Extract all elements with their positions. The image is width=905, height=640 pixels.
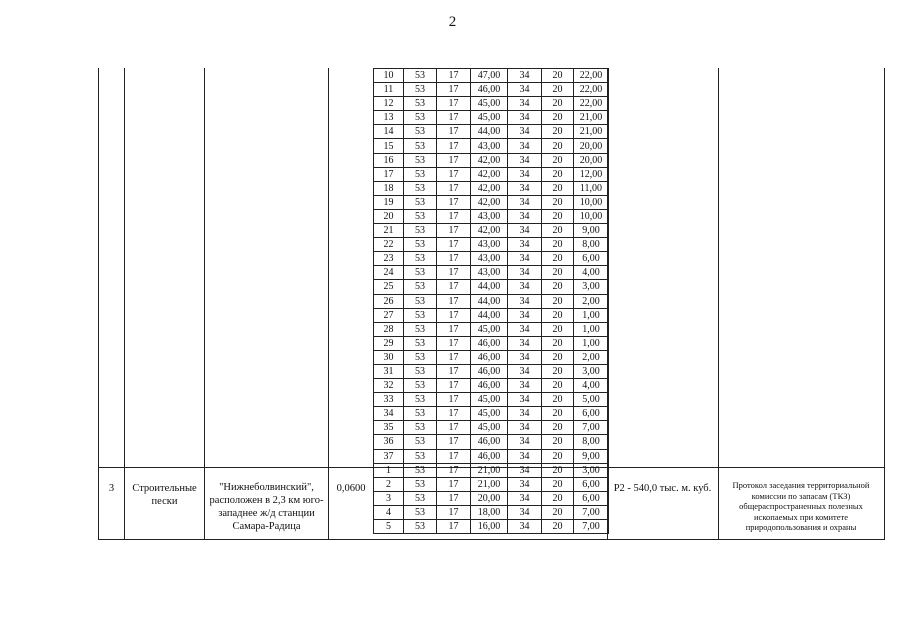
coordinate-cell: 34 [508,195,542,209]
coordinate-cell: 53 [404,139,437,153]
coordinate-cell: 53 [404,224,437,238]
coordinate-cell: 43,00 [471,238,508,252]
coordinate-cell: 53 [404,477,437,491]
coordinate-cell: 34 [508,280,542,294]
coordinate-cell: 20 [542,195,574,209]
coordinate-cell: 1 [374,463,404,477]
coordinate-cell: 34 [508,505,542,519]
coordinate-cell: 17 [437,421,471,435]
reserves: Р2 - 540,0 тыс. м. куб. [613,483,712,494]
coordinate-cell: 34 [508,111,542,125]
coordinate-cell: 27 [374,308,404,322]
coordinate-cell: 20 [542,520,574,534]
coordinate-cell: 20 [542,97,574,111]
coordinate-cell: 45,00 [471,97,508,111]
coordinate-cell: 17 [374,167,404,181]
coordinate-cell: 20 [542,167,574,181]
coordinate-cell: 43,00 [471,252,508,266]
coordinate-cell: 53 [404,238,437,252]
coordinate-cell: 53 [404,83,437,97]
coordinate-cell: 20 [542,491,574,505]
coordinate-cell: 34 [508,139,542,153]
coordinate-cell: 20 [542,336,574,350]
coordinate-cell: 53 [404,111,437,125]
coordinate-cell: 53 [404,252,437,266]
coordinate-cell: 33 [374,393,404,407]
coordinate-cell: 53 [404,505,437,519]
coordinate-cell: 20,00 [471,491,508,505]
coordinate-cell: 53 [404,308,437,322]
coordinate-cell: 4,00 [574,379,609,393]
coordinate-cell: 21,00 [471,463,508,477]
coordinate-cell: 19 [374,195,404,209]
coordinate-cell: 2,00 [574,294,609,308]
table-row [374,252,609,266]
coordinate-cell: 20 [542,350,574,364]
coordinate-cell: 34 [508,364,542,378]
coordinate-cell: 46,00 [471,350,508,364]
coordinate-cell: 34 [508,449,542,463]
coordinate-cell: 32 [374,379,404,393]
coordinate-cell: 3 [374,491,404,505]
table-row [374,336,609,350]
coordinate-cell: 17 [437,364,471,378]
coordinate-cell: 45,00 [471,111,508,125]
coordinate-cell: 17 [437,195,471,209]
coordinate-cell: 6,00 [574,252,609,266]
coordinate-cell: 12 [374,97,404,111]
table-row [374,111,609,125]
coordinate-cell: 23 [374,252,404,266]
coordinate-cell: 22,00 [574,97,609,111]
coordinate-cell: 53 [404,181,437,195]
coordinate-cell: 17 [437,139,471,153]
coordinate-cell: 22 [374,238,404,252]
coordinate-cell: 17 [437,153,471,167]
row-number: 3 [108,483,115,494]
coordinate-cell: 20 [542,379,574,393]
coordinate-cell: 17 [437,294,471,308]
coordinate-cell: 1,00 [574,308,609,322]
coordinate-cell: 17 [437,477,471,491]
coordinate-cell: 44,00 [471,294,508,308]
coordinate-cell: 17 [437,393,471,407]
coordinate-cell: 53 [404,364,437,378]
mineral-type: Строительные пески [132,483,197,507]
coordinate-cell: 20 [542,83,574,97]
coordinate-cell: 5,00 [574,393,609,407]
coordinate-cell: 34 [508,224,542,238]
coordinate-cell: 17 [437,266,471,280]
table-row [374,505,609,519]
table-row [374,477,609,491]
coordinate-cell: 20 [542,238,574,252]
table-row [374,69,609,83]
coordinate-cell: 45,00 [471,393,508,407]
coordinate-cell: 53 [404,69,437,83]
coordinate-cell: 20 [542,449,574,463]
coordinate-cell: 34 [508,252,542,266]
coordinate-cell: 10,00 [574,195,609,209]
coordinate-cell: 18,00 [471,505,508,519]
table-row [374,97,609,111]
coordinate-cell: 20 [542,308,574,322]
coordinate-cell: 34 [508,83,542,97]
coordinate-cell: 34 [508,379,542,393]
coordinate-cell: 34 [508,238,542,252]
coordinate-cell: 16,00 [471,520,508,534]
table-row [374,322,609,336]
coordinate-cell: 13 [374,111,404,125]
coordinate-cell: 20 [542,139,574,153]
coordinate-cell: 34 [508,181,542,195]
coordinate-cell: 10,00 [574,209,609,223]
coordinate-cell: 53 [404,153,437,167]
coordinate-cell: 3,00 [574,280,609,294]
coordinate-cell: 1,00 [574,322,609,336]
table-row [374,181,609,195]
coordinate-cell: 42,00 [471,224,508,238]
coordinate-cell: 46,00 [471,364,508,378]
table-row [374,379,609,393]
coordinate-cell: 17 [437,322,471,336]
table-row [374,491,609,505]
coordinate-cell: 20 [542,181,574,195]
coordinate-cell: 6,00 [574,407,609,421]
coordinate-cell: 43,00 [471,139,508,153]
table-row [374,421,609,435]
coordinate-cell: 34 [508,421,542,435]
coordinate-cell: 17 [437,238,471,252]
coordinate-cell: 17 [437,350,471,364]
coordinate-cell: 53 [404,266,437,280]
coordinate-cell: 53 [404,125,437,139]
coordinate-cell: 20 [542,294,574,308]
table-row [374,209,609,223]
coordinate-cell: 6,00 [574,477,609,491]
coordinate-cell: 43,00 [471,266,508,280]
table-row [374,463,609,477]
coordinate-cell: 5 [374,520,404,534]
coordinate-cell: 20 [542,280,574,294]
coordinate-cell: 20 [542,322,574,336]
coordinate-cell: 21,00 [574,111,609,125]
coordinate-cell: 20 [542,69,574,83]
coordinate-cell: 34 [508,97,542,111]
coordinate-cell: 53 [404,393,437,407]
coordinate-cell: 25 [374,280,404,294]
coordinate-cell: 20 [542,125,574,139]
coordinate-cell: 53 [404,97,437,111]
coordinate-cell: 20 [542,463,574,477]
coordinate-cell: 7,00 [574,520,609,534]
coordinate-cell: 45,00 [471,407,508,421]
coordinate-cell: 17 [437,125,471,139]
coordinate-cell: 44,00 [471,280,508,294]
coordinate-cell: 17 [437,449,471,463]
deposit-description: "Нижнеболвинский", расположен в 2,3 км юго-западнее ж/д станции Самара-Радица [209,482,324,532]
coordinate-cell: 9,00 [574,449,609,463]
coordinate-cell: 21,00 [574,125,609,139]
coordinate-cell: 20 [542,111,574,125]
coordinate-table [373,68,609,534]
coordinate-cell: 29 [374,336,404,350]
table-row [374,393,609,407]
coordinate-cell: 20 [542,209,574,223]
coordinate-cell: 20 [542,364,574,378]
coordinate-cell: 20 [542,393,574,407]
coordinate-cell: 17 [437,69,471,83]
coordinate-cell: 42,00 [471,195,508,209]
coordinate-cell: 17 [437,224,471,238]
coordinate-cell: 16 [374,153,404,167]
coordinate-cell: 30 [374,350,404,364]
coordinate-cell: 34 [374,407,404,421]
coordinate-cell: 17 [437,181,471,195]
table-row [374,308,609,322]
table-row [374,266,609,280]
coordinate-cell: 22,00 [574,69,609,83]
coordinate-cell: 20 [542,477,574,491]
coordinate-cell: 15 [374,139,404,153]
coordinate-cell: 24 [374,266,404,280]
coordinate-cell: 7,00 [574,505,609,519]
coordinate-cell: 44,00 [471,125,508,139]
coordinate-cell: 53 [404,421,437,435]
coordinate-cell: 53 [404,280,437,294]
coordinate-cell: 34 [508,125,542,139]
coordinate-cell: 26 [374,294,404,308]
table-row [374,153,609,167]
coordinate-cell: 34 [508,266,542,280]
coordinate-cell: 9,00 [574,224,609,238]
table-row [374,520,609,534]
page-number: 2 [448,14,457,30]
coordinate-cell: 42,00 [471,181,508,195]
coordinate-cell: 46,00 [471,336,508,350]
coordinate-cell: 34 [508,350,542,364]
coordinate-cell: 17 [437,435,471,449]
coordinate-cell: 20 [374,209,404,223]
coordinate-cell: 17 [437,336,471,350]
coordinate-cell: 3,00 [574,364,609,378]
coordinate-cell: 17 [437,252,471,266]
coordinate-cell: 7,00 [574,421,609,435]
coordinate-cell: 18 [374,181,404,195]
coordinate-cell: 46,00 [471,379,508,393]
coordinate-cell: 20,00 [574,139,609,153]
coordinate-cell: 2 [374,477,404,491]
coordinate-cell: 46,00 [471,83,508,97]
table-row [374,449,609,463]
coordinate-cell: 53 [404,520,437,534]
coordinate-cell: 53 [404,322,437,336]
coordinate-cell: 17 [437,167,471,181]
coordinate-cell: 46,00 [471,435,508,449]
coordinate-cell: 20 [542,421,574,435]
coordinate-cell: 34 [508,167,542,181]
coordinate-cell: 34 [508,407,542,421]
coordinate-cell: 11 [374,83,404,97]
coordinate-cell: 10 [374,69,404,83]
coordinate-cell: 47,00 [471,69,508,83]
coordinate-cell: 11,00 [574,181,609,195]
table-row [374,83,609,97]
deposit-area: 0,0600 [336,483,366,494]
coordinate-cell: 53 [404,167,437,181]
coordinate-cell: 44,00 [471,308,508,322]
coordinate-cell: 34 [508,491,542,505]
coordinate-cell: 20 [542,435,574,449]
table-row [374,407,609,421]
coordinate-cell: 34 [508,393,542,407]
coordinate-cell: 22,00 [574,83,609,97]
coordinate-cell: 34 [508,336,542,350]
coordinate-cell: 6,00 [574,491,609,505]
coordinate-cell: 34 [508,308,542,322]
coordinate-cell: 53 [404,350,437,364]
coordinate-cell: 42,00 [471,167,508,181]
coordinate-cell: 34 [508,520,542,534]
coordinate-cell: 12,00 [574,167,609,181]
coordinate-cell: 21 [374,224,404,238]
coordinate-cell: 2,00 [574,350,609,364]
table-row [374,139,609,153]
coordinate-cell: 20 [542,407,574,421]
coordinate-cell: 31 [374,364,404,378]
coordinate-cell: 53 [404,491,437,505]
coordinate-cell: 20 [542,224,574,238]
coordinate-cell: 53 [404,407,437,421]
coordinate-cell: 53 [404,379,437,393]
table-row [374,195,609,209]
coordinate-cell: 17 [437,209,471,223]
coordinate-cell: 17 [437,491,471,505]
coordinate-cell: 34 [508,69,542,83]
table-row [374,238,609,252]
coordinate-cell: 17 [437,83,471,97]
coordinate-cell: 37 [374,449,404,463]
coordinate-cell: 17 [437,97,471,111]
coordinate-cell: 34 [508,435,542,449]
coordinate-cell: 4,00 [574,266,609,280]
coordinate-cell: 53 [404,336,437,350]
coordinate-cell: 20 [542,505,574,519]
coordinate-cell: 20 [542,252,574,266]
coordinate-cell: 34 [508,463,542,477]
coordinate-cell: 34 [508,477,542,491]
coordinate-cell: 53 [404,435,437,449]
coordinate-cell: 28 [374,322,404,336]
coordinate-cell: 17 [437,308,471,322]
table-row [374,224,609,238]
coordinate-cell: 35 [374,421,404,435]
coordinate-cell: 1,00 [574,336,609,350]
coordinate-cell: 42,00 [471,153,508,167]
coordinate-cell: 53 [404,449,437,463]
coordinate-cell: 53 [404,209,437,223]
coordinate-cell: 53 [404,294,437,308]
coordinate-cell: 34 [508,209,542,223]
coordinate-cell: 21,00 [471,477,508,491]
coordinate-cell: 4 [374,505,404,519]
coordinate-cell: 17 [437,463,471,477]
coordinate-cell: 53 [404,195,437,209]
table-row [374,364,609,378]
coordinate-cell: 53 [404,463,437,477]
coordinate-cell: 17 [437,111,471,125]
coordinate-cell: 17 [437,505,471,519]
coordinate-cell: 20,00 [574,153,609,167]
coordinate-cell: 34 [508,294,542,308]
coordinate-cell: 8,00 [574,435,609,449]
table-row [374,435,609,449]
coordinate-cell: 14 [374,125,404,139]
coordinate-cell: 3,00 [574,463,609,477]
coordinate-cell: 34 [508,153,542,167]
coordinate-cell: 45,00 [471,421,508,435]
table-row [374,125,609,139]
coordinate-cell: 20 [542,266,574,280]
source-document: Протокол заседания территориальной комиссии по запасам (ТКЗ) общераспространенных полезных ископаемых при комитете природопользования и охраны [732,480,870,532]
coordinate-cell: 17 [437,280,471,294]
coordinate-cell: 46,00 [471,449,508,463]
table-row [374,350,609,364]
coordinate-cell: 36 [374,435,404,449]
table-row [374,294,609,308]
coordinate-cell: 45,00 [471,322,508,336]
coordinate-cell: 8,00 [574,238,609,252]
coordinate-cell: 17 [437,520,471,534]
table-row [374,280,609,294]
table-row [374,167,609,181]
coordinate-cell: 17 [437,407,471,421]
coordinate-cell: 17 [437,379,471,393]
coordinate-cell: 20 [542,153,574,167]
coordinate-cell: 34 [508,322,542,336]
coordinate-cell: 43,00 [471,209,508,223]
